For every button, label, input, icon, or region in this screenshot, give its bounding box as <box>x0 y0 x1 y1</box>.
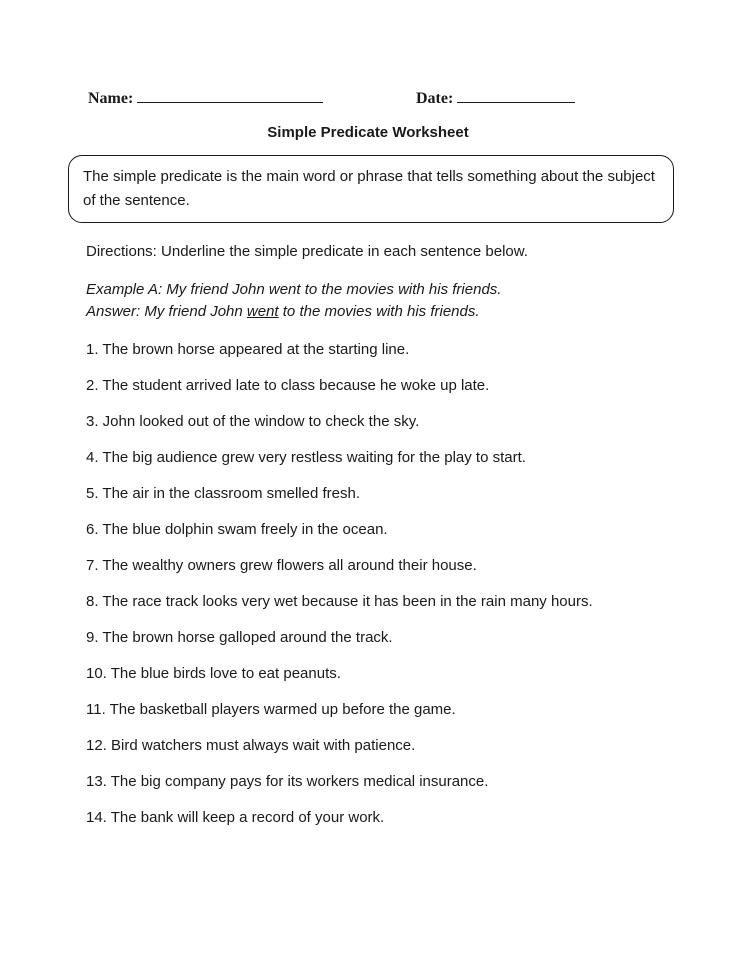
question-item: 6. The blue dolphin swam freely in the ocean. <box>86 521 388 538</box>
question-item: 7. The wealthy owners grew flowers all around their house. <box>86 557 477 574</box>
question-item: 2. The student arrived late to class because he woke up late. <box>86 377 490 394</box>
example-answer-prefix: Answer: My friend John <box>86 303 247 320</box>
example-sentence: Example A: My friend John went to the movies with his friends. <box>86 281 502 298</box>
question-item: 8. The race track looks very wet because it has been in the rain many hours. <box>86 593 593 610</box>
definition-text: The simple predicate is the main word or phrase that tells something about the subject of the sentence. <box>83 168 655 209</box>
question-item: 10. The blue birds love to eat peanuts. <box>86 665 341 682</box>
header-row <box>88 88 648 112</box>
question-item: 9. The brown horse galloped around the track. <box>86 629 393 646</box>
example-answer-suffix: to the movies with his friends. <box>278 303 480 320</box>
name-field <box>88 88 323 108</box>
date-label: Date: <box>416 90 454 107</box>
name-blank-line <box>137 88 323 103</box>
question-list <box>86 340 593 844</box>
question-item: 11. The basketball players warmed up before the game. <box>86 701 456 718</box>
worksheet-title: Simple Predicate Worksheet <box>267 124 469 141</box>
question-item: 5. The air in the classroom smelled fresh. <box>86 485 361 502</box>
example-answer-underlined-word: went <box>246 303 279 320</box>
question-item: 13. The big company pays for its workers medical insurance. <box>86 773 489 790</box>
date-field <box>416 88 575 108</box>
question-item: 3. John looked out of the window to check the sky. <box>86 413 420 430</box>
definition-box <box>68 155 674 223</box>
name-label: Name: <box>88 90 134 107</box>
question-item: 1. The brown horse appeared at the starting line. <box>86 341 410 358</box>
example-answer <box>86 301 501 323</box>
example-block <box>86 279 501 323</box>
question-item: 4. The big audience grew very restless waiting for the play to start. <box>86 449 526 466</box>
question-item: 12. Bird watchers must always wait with patience. <box>86 737 416 754</box>
directions-text: Directions: Underline the simple predicate in each sentence below. <box>86 243 528 260</box>
question-item: 14. The bank will keep a record of your work. <box>86 809 385 826</box>
date-blank-line <box>457 88 575 103</box>
